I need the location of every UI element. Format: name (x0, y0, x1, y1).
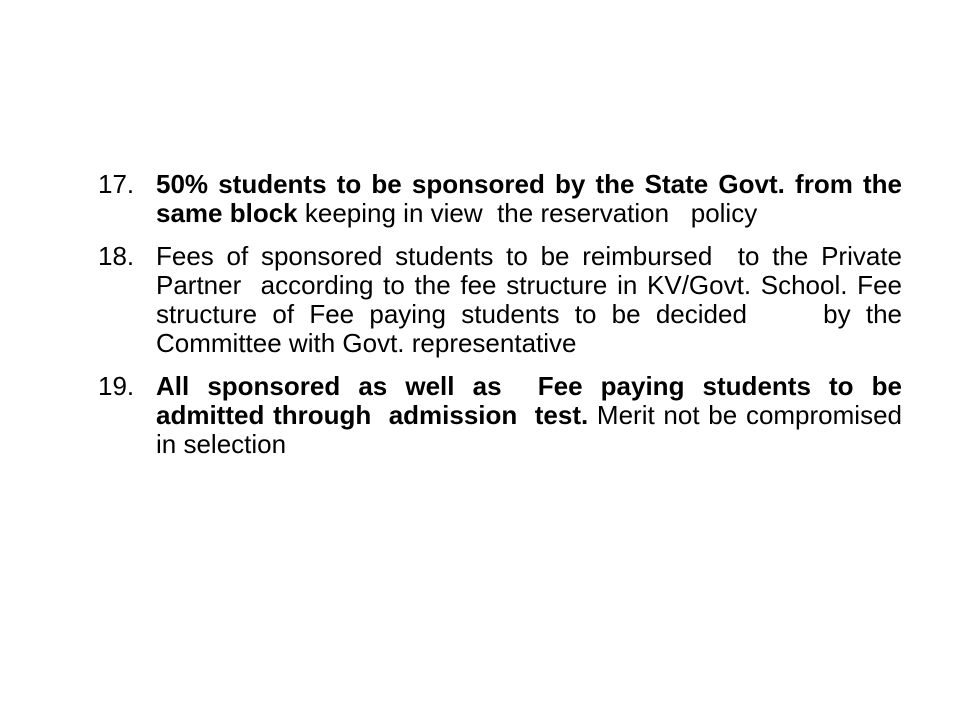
point-item (98, 241, 910, 358)
point-number: 19. (98, 371, 135, 401)
numbered-point-list (98, 169, 917, 473)
point-text-bold: All sponsored as well as Fee paying students to be admitted through admission test. (156, 371, 910, 430)
point-text-regular: Fees of sponsored students to be reimbursed to the Private Partner according to the fee structure in KV/Govt. School. Fee structure of Fee paying students to be decided by the Committee with Govt. representative (156, 241, 910, 358)
point-text (156, 241, 910, 358)
point-item (98, 169, 910, 228)
point-item (98, 371, 917, 459)
point-number: 17. (98, 169, 135, 199)
point-text-regular: keeping in view the reservation policy (297, 198, 758, 228)
point-text-regular: Merit not be compromised in selection (156, 400, 917, 459)
point-text (156, 371, 917, 459)
point-number: 18. (98, 241, 135, 271)
point-text (156, 169, 910, 228)
point-text-bold: 50% students to be sponsored by the State Govt. from the same block (156, 169, 910, 228)
